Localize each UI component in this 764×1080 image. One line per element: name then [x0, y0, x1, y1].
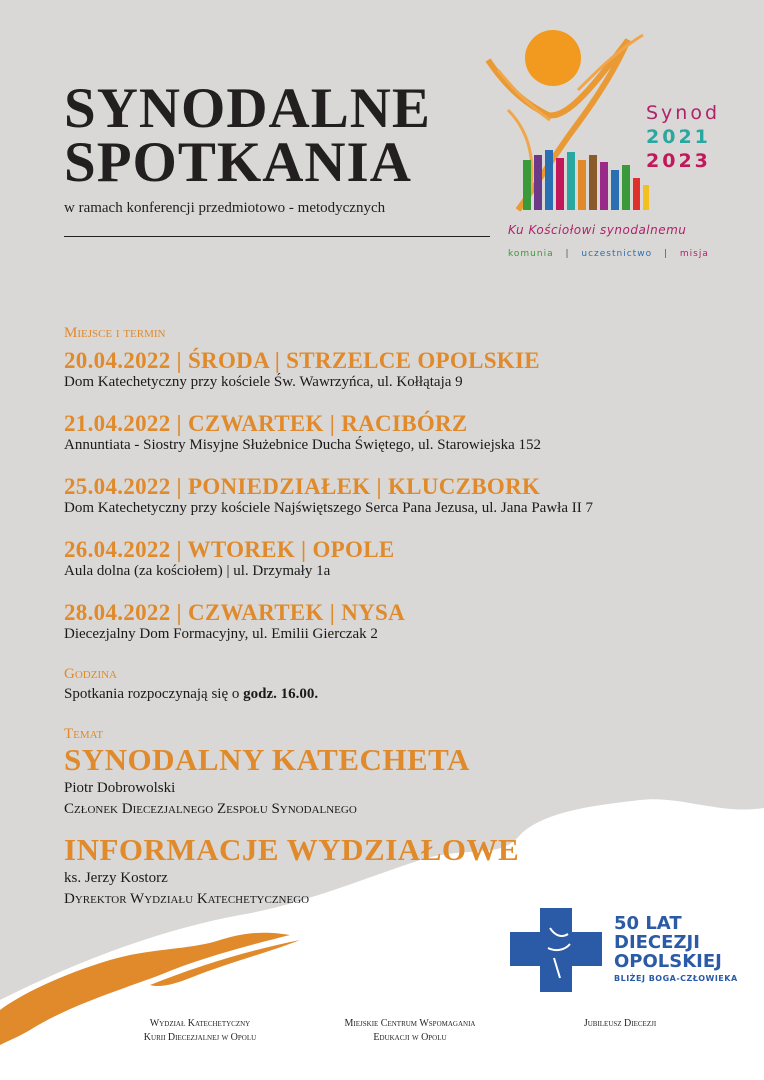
event-item	[64, 600, 593, 663]
pillar-mission: misja	[679, 249, 709, 259]
footer-text: Jubileusz Diecezji	[583, 1018, 657, 1029]
footer-organizer-3	[540, 1017, 700, 1031]
footer-text: Wydział Katechetyczny	[149, 1018, 251, 1029]
topic-item	[64, 832, 519, 908]
pillar-communion: komunia	[508, 249, 554, 259]
synod-year-end: 2023	[646, 150, 711, 172]
topic-title: INFORMACJE WYDZIAŁOWE	[64, 832, 520, 867]
jubilee-logo	[510, 908, 750, 998]
synod-pillars	[508, 249, 709, 259]
footer-text: Edukacji w Opolu	[373, 1032, 447, 1043]
pillar-separator: |	[565, 249, 570, 259]
pillar-participation: uczestnictwo	[581, 249, 653, 259]
event-address: Diecezjalny Dom Formacyjny, ul. Emilii Gierczak 2	[64, 626, 378, 642]
synod-year-start: 2021	[646, 126, 711, 148]
footer-text: Miejskie Centrum Wspomagania	[344, 1018, 476, 1029]
jubilee-line-1: 50 LAT	[614, 913, 682, 934]
subtitle: w ramach konferencji przedmiotowo - metodycznych	[64, 200, 386, 216]
venue-label: Miejsce i termin	[64, 325, 166, 341]
topic-title: SYNODALNY KATECHETA	[64, 742, 470, 777]
footer-organizer-2	[310, 1017, 510, 1045]
event-title: 20.04.2022 | ŚRODA | STRZELCE OPOLSKIE	[64, 348, 540, 373]
event-title: 28.04.2022 | CZWARTEK | NYSA	[64, 600, 406, 625]
event-title: 26.04.2022 | WTOREK | OPOLE	[64, 537, 395, 562]
event-list	[64, 348, 593, 663]
synod-logo	[478, 20, 758, 295]
event-item	[64, 411, 593, 474]
event-item	[64, 348, 593, 411]
speaker-role: Członek Diecezjalnego Zespołu Synodalnego	[64, 801, 357, 817]
jubilee-line-3: OPOLSKIEJ	[614, 951, 722, 972]
jubilee-motto: BLIŻEJ BOGA-CZŁOWIEKA	[614, 974, 738, 983]
event-address: Aula dolna (za kościołem) | ul. Drzymały 1a	[64, 563, 331, 579]
event-item	[64, 474, 593, 537]
synod-tagline: Ku Kościołowi synodalnemu	[508, 223, 687, 237]
event-address: Dom Katechetyczny przy kościele Najświętszego Serca Pana Jezusa, ul. Jana Pawła II 7	[64, 500, 593, 516]
synod-word: Synod	[646, 102, 721, 124]
title-divider	[64, 236, 490, 237]
speaker-role: Dyrektor Wydziału Katechetycznego	[64, 891, 310, 907]
topic-item	[64, 742, 470, 818]
time-text	[64, 686, 318, 703]
page-title	[64, 77, 431, 194]
event-address: Annuntiata - Siostry Misyjne Służebnice Ducha Świętego, ul. Starowiejska 152	[64, 437, 542, 453]
time-text-prefix: Spotkania rozpoczynają się o	[64, 686, 244, 702]
speaker-name: ks. Jerzy Kostorz	[64, 870, 168, 886]
time-text-hour: godz. 16.00.	[243, 686, 319, 702]
title-line-2: SPOTKANIA	[64, 131, 412, 194]
topic-label: Temat	[64, 726, 104, 742]
footer-text: Kurii Diecezjalnej w Opolu	[143, 1032, 257, 1043]
pillar-separator: |	[663, 249, 668, 259]
event-title: 21.04.2022 | CZWARTEK | RACIBÓRZ	[64, 411, 468, 436]
event-title: 25.04.2022 | PONIEDZIAŁEK | KLUCZBORK	[64, 474, 541, 499]
footer-organizer-1	[100, 1017, 300, 1045]
time-label: Godzina	[64, 666, 117, 682]
event-address: Dom Katechetyczny przy kościele Św. Wawrzyńca, ul. Kołłątaja 9	[64, 374, 463, 390]
title-line-1: SYNODALNE	[64, 77, 431, 140]
speaker-name: Piotr Dobrowolski	[64, 780, 176, 796]
synod-figure-icon	[478, 20, 658, 220]
cross-icon	[510, 908, 602, 992]
event-item	[64, 537, 593, 600]
jubilee-line-2: DIECEZJI	[614, 932, 700, 953]
